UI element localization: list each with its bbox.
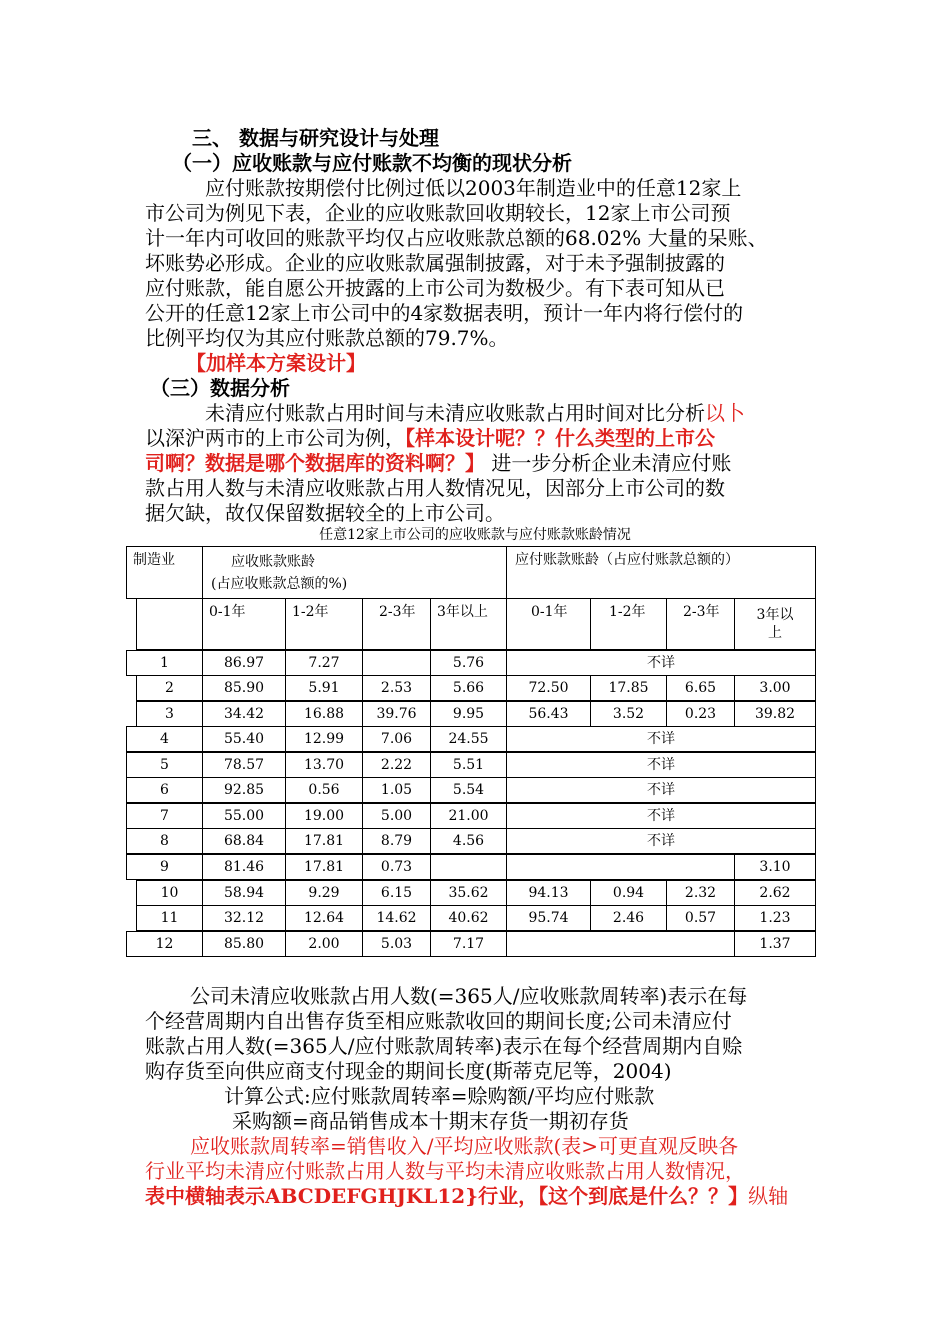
subheader: 0-1年 xyxy=(506,598,591,650)
payable-unknown-cell: 不详 xyxy=(506,650,816,676)
payable-unknown-cell: 不详 xyxy=(506,726,816,752)
payable-unknown-cell: 不详 xyxy=(506,777,816,803)
receivable-cell: 24.55 xyxy=(430,726,507,752)
text-run: 进一步分析企业未清应付账 xyxy=(485,451,732,475)
subheader: 1-2年 xyxy=(590,598,667,650)
paragraph-line: 公司未清应收账款占用人数(=365人/应收账款周转率)表示在每 xyxy=(190,984,748,1008)
paragraph-line: 计一年内可收回的账款平均仅占应收账款总额的68.02% 大量的呆账、 xyxy=(145,226,768,250)
receivable-cell: 85.80 xyxy=(202,931,286,957)
table-caption: 任意12家上市公司的应收账款与应付账款账龄情况 xyxy=(319,527,631,543)
row-id-cell: 6 xyxy=(126,777,203,803)
receivable-cell: 78.57 xyxy=(202,752,286,778)
row-id-cell: 12 xyxy=(126,931,203,957)
receivable-cell: 81.46 xyxy=(202,854,286,880)
payable-cell: 0.23 xyxy=(666,701,735,727)
receivable-cell: 32.12 xyxy=(202,905,286,931)
payable-cell: 2.32 xyxy=(666,880,735,906)
payable-cell: 0.57 xyxy=(666,905,735,931)
payable-cell: 72.50 xyxy=(506,675,591,701)
paragraph-line: 个经营周期内自出售存货至相应账款收回的期间长度;公司未清应付 xyxy=(145,1009,732,1033)
header-receivable-aging xyxy=(202,546,507,599)
payable-unknown-cell: 不详 xyxy=(506,803,816,829)
payable-cell: 17.85 xyxy=(590,675,667,701)
receivable-cell: 14.62 xyxy=(362,905,431,931)
receivable-cell: 92.85 xyxy=(202,777,286,803)
payable-cell: 3.00 xyxy=(734,675,816,701)
paragraph-line: 账款占用人数(=365人/应付账款周转率)表示在每个经营周期内自赊 xyxy=(145,1034,743,1058)
paragraph-line: 应付账款按期偿付比例过低以2003年制造业中的任意12家上 xyxy=(205,176,742,200)
paragraph-line-annotated: 行业平均未清应付账款占用人数与平均未清应收账款占用人数情况， xyxy=(145,1159,745,1183)
formula-line: 计算公式:应付账款周转率=赊购额/平均应付账款 xyxy=(224,1084,655,1108)
payable-cell: 2.62 xyxy=(734,880,816,906)
receivable-cell: 39.76 xyxy=(362,701,431,727)
subheader-line: 上 xyxy=(768,625,782,641)
row-id-cell: 7 xyxy=(126,803,203,829)
receivable-cell: 7.17 xyxy=(430,931,507,957)
subheader: 2-3年 xyxy=(362,598,431,650)
receivable-cell: 5.54 xyxy=(430,777,507,803)
row-id-cell: 8 xyxy=(126,828,203,854)
text-run: 纵轴 xyxy=(748,1184,789,1208)
paragraph-line: 市公司为例见下表，企业的应收账款回收期较长，12家上市公司预 xyxy=(145,201,731,225)
receivable-cell: 58.94 xyxy=(202,880,286,906)
receivable-cell: 9.29 xyxy=(285,880,363,906)
receivable-cell: 16.88 xyxy=(285,701,363,727)
receivable-cell: 5.51 xyxy=(430,752,507,778)
receivable-cell: 5.66 xyxy=(430,675,507,701)
receivable-cell: 40.62 xyxy=(430,905,507,931)
receivable-cell xyxy=(430,854,507,880)
row-id-cell: 2 xyxy=(136,675,203,701)
row-id-cell: 9 xyxy=(126,854,203,880)
header-payable-aging xyxy=(506,546,816,599)
row-id-cell: 4 xyxy=(126,726,203,752)
receivable-cell: 7.06 xyxy=(362,726,431,752)
receivable-cell: 86.97 xyxy=(202,650,286,676)
header-receivable-sub: (占应收账款总额的%) xyxy=(211,576,348,592)
payable-cell: 56.43 xyxy=(506,701,591,727)
payable-cell: 1.37 xyxy=(734,931,816,957)
payable-unknown-cell: 不详 xyxy=(506,752,816,778)
receivable-cell: 35.62 xyxy=(430,880,507,906)
receivable-cell: 7.27 xyxy=(285,650,363,676)
subsection-heading-data-analysis: （三）数据分析 xyxy=(150,376,290,400)
subheader: 0-1年 xyxy=(202,598,286,650)
receivable-cell: 55.00 xyxy=(202,803,286,829)
receivable-cell: 13.70 xyxy=(285,752,363,778)
payable-blank-cell xyxy=(506,854,735,880)
paragraph-line: 应付账款，能自愿公开披露的上市公司为数极少。有下表可知从已 xyxy=(145,276,725,300)
payable-unknown-cell: 不详 xyxy=(506,828,816,854)
subheader-3plus xyxy=(734,598,816,650)
row-id-cell: 10 xyxy=(136,880,203,906)
receivable-cell: 5.00 xyxy=(362,803,431,829)
payable-cell: 1.23 xyxy=(734,905,816,931)
receivable-cell: 85.90 xyxy=(202,675,286,701)
row-id-cell: 11 xyxy=(136,905,203,931)
paragraph-line: 据欠缺，故仅保留数据较全的上市公司。 xyxy=(145,501,505,525)
section-heading: 三、 数据与研究设计与处理 xyxy=(192,126,439,150)
receivable-cell: 2.22 xyxy=(362,752,431,778)
receivable-cell xyxy=(362,650,431,676)
payable-cell: 95.74 xyxy=(506,905,591,931)
payable-cell: 94.13 xyxy=(506,880,591,906)
row-id-cell: 3 xyxy=(136,701,203,727)
paragraph-line-annotated: 应收账款周转率=销售收入/平均应收账款(表>可更直观反映各 xyxy=(190,1134,739,1158)
receivable-cell: 0.73 xyxy=(362,854,431,880)
receivable-cell: 5.03 xyxy=(362,931,431,957)
payable-cell: 3.10 xyxy=(734,854,816,880)
receivable-cell: 21.00 xyxy=(430,803,507,829)
receivable-cell: 5.76 xyxy=(430,650,507,676)
sample-design-note: 【加样本方案设计】 xyxy=(186,351,366,375)
header-blank xyxy=(136,598,203,650)
header-industry-label: 制造业 xyxy=(133,552,175,568)
payable-cell: 0.94 xyxy=(590,880,667,906)
header-payable-title: 应付账款账龄（占应付账款总额的） xyxy=(515,552,739,568)
text-run: 以深沪两市的上市公司为例， xyxy=(145,426,405,450)
text-run: 未清应付账款占用时间与未清应收账款占用时间对比分析 xyxy=(205,401,705,425)
payable-cell: 3.52 xyxy=(590,701,667,727)
annotation-text: 表中横轴表示ABCDEFGHJKL12}行业，【这个到底是什么？？】 xyxy=(145,1184,749,1208)
payable-cell: 39.82 xyxy=(734,701,816,727)
receivable-cell: 2.53 xyxy=(362,675,431,701)
receivable-cell: 9.95 xyxy=(430,701,507,727)
paragraph-line: 款占用人数与未清应收账款占用人数情况见，因部分上市公司的数 xyxy=(145,476,725,500)
receivable-cell: 1.05 xyxy=(362,777,431,803)
annotation-text: 以卜 xyxy=(705,401,745,425)
subheader: 2-3年 xyxy=(666,598,735,650)
receivable-cell: 17.81 xyxy=(285,828,363,854)
receivable-cell: 17.81 xyxy=(285,854,363,880)
paragraph-line: 购存货至向供应商支付现金的期间长度(斯蒂克尼等，2004) xyxy=(145,1059,672,1083)
receivable-cell: 19.00 xyxy=(285,803,363,829)
annotation-text: 【样本设计呢？？什么类型的上市公 xyxy=(405,426,715,450)
receivable-cell: 55.40 xyxy=(202,726,286,752)
receivable-cell: 34.42 xyxy=(202,701,286,727)
payable-blank-cell xyxy=(506,931,735,957)
payable-cell: 6.65 xyxy=(666,675,735,701)
paragraph-line xyxy=(145,1184,788,1208)
receivable-cell: 2.00 xyxy=(285,931,363,957)
receivable-cell: 8.79 xyxy=(362,828,431,854)
row-id-cell: 1 xyxy=(126,650,203,676)
receivable-cell: 5.91 xyxy=(285,675,363,701)
paragraph-line: 比例平均仅为其应付账款总额的79.7%。 xyxy=(145,326,509,350)
formula-line: 采购额=商品销售成本十期末存货一期初存货 xyxy=(232,1109,629,1133)
receivable-cell: 6.15 xyxy=(362,880,431,906)
receivable-cell: 68.84 xyxy=(202,828,286,854)
subheader: 3年以上 xyxy=(430,598,507,650)
subheader: 1-2年 xyxy=(285,598,363,650)
receivable-cell: 12.99 xyxy=(285,726,363,752)
receivable-cell: 4.56 xyxy=(430,828,507,854)
subsection-heading: （一）应收账款与应付账款不均衡的现状分析 xyxy=(172,151,572,175)
annotation-text: 司啊？数据是哪个数据库的资料啊？】 xyxy=(145,451,485,475)
payable-cell: 2.46 xyxy=(590,905,667,931)
header-industry xyxy=(126,546,203,599)
subheader-line: 3年以 xyxy=(756,607,794,623)
receivable-cell: 0.56 xyxy=(285,777,363,803)
paragraph-line: 坏账势必形成。企业的应收账款属强制披露，对于未予强制披露的 xyxy=(145,251,725,275)
paragraph-line: 公开的任意12家上市公司中的4家数据表明，预计一年内将行偿付的 xyxy=(145,301,744,325)
row-id-cell: 5 xyxy=(126,752,203,778)
header-receivable-title: 应收账款账龄 xyxy=(231,554,315,570)
receivable-cell: 12.64 xyxy=(285,905,363,931)
